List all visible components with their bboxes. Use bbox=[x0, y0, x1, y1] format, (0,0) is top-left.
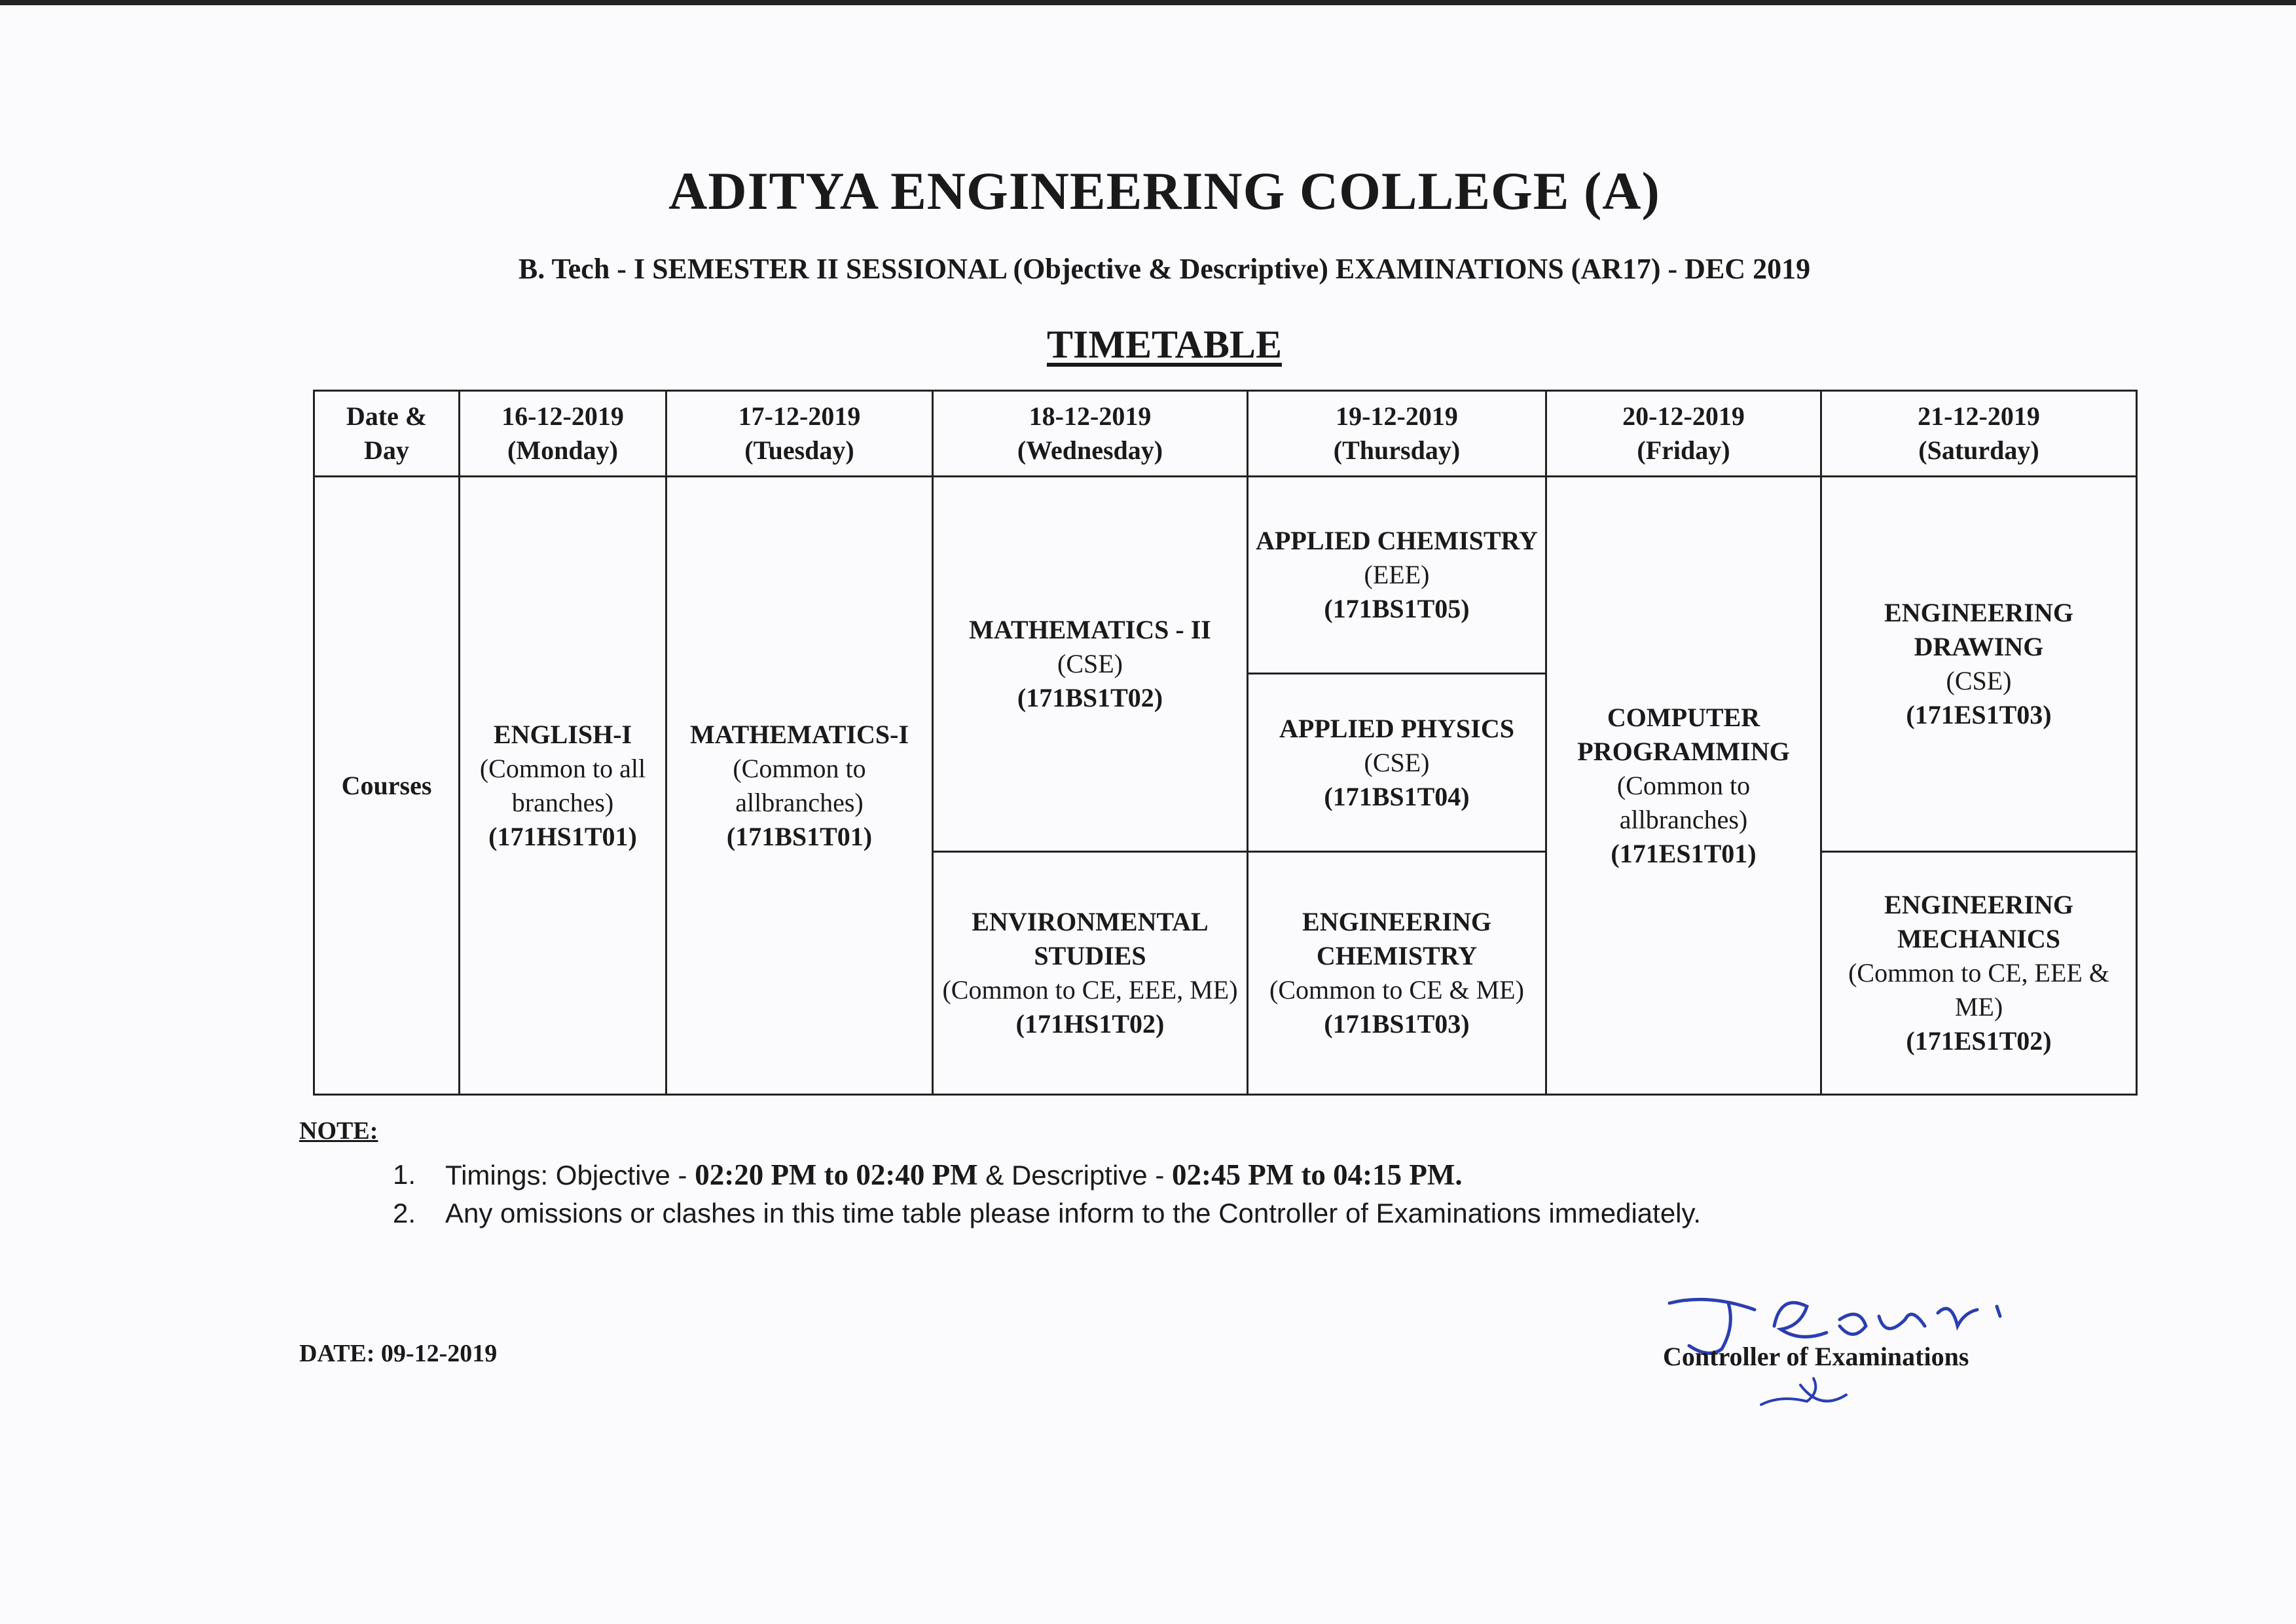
note-number: 1. bbox=[393, 1159, 416, 1190]
course-cell-thursday-3: ENGINEERING CHEMISTRY (Common to CE & ME) (171BS1T03) bbox=[1248, 852, 1546, 1095]
day-header: 18-12-2019 (Wednesday) bbox=[933, 391, 1248, 477]
scan-top-edge bbox=[0, 0, 2296, 5]
course-cell-tuesday: MATHEMATICS-I (Common to allbranches) (171BS1T01) bbox=[666, 477, 933, 1095]
issue-date: DATE: 09-12-2019 bbox=[299, 1340, 498, 1367]
exam-subtitle: B. Tech - I SEMESTER II SESSIONAL (Objective & Descriptive) EXAMINATIONS (AR17) - DEC 2019 bbox=[518, 253, 1811, 285]
course-row bbox=[314, 477, 2137, 674]
course-cell-friday: COMPUTER PROGRAMMING (Common to allbranches) (171ES1T01) bbox=[1546, 477, 1821, 1095]
signatory-title: Controller of Examinations bbox=[1663, 1342, 1969, 1371]
day-header: 16-12-2019 (Monday) bbox=[460, 391, 666, 477]
note-number: 2. bbox=[393, 1198, 416, 1228]
day-header: 21-12-2019 (Saturday) bbox=[1821, 391, 2137, 477]
notes-list bbox=[393, 1156, 1701, 1232]
note-item bbox=[393, 1194, 1701, 1232]
note-text: Any omissions or clashes in this time table please inform to the Controller of Examinations immediately. bbox=[445, 1198, 1702, 1228]
note-label: NOTE: bbox=[299, 1117, 378, 1145]
timetable-heading: TIMETABLE bbox=[1047, 323, 1282, 366]
college-title: ADITYA ENGINEERING COLLEGE (A) bbox=[668, 161, 1660, 221]
day-header: 20-12-2019 (Friday) bbox=[1546, 391, 1821, 477]
corner-cell: Date & Day bbox=[314, 391, 460, 477]
day-header: 19-12-2019 (Thursday) bbox=[1248, 391, 1546, 477]
course-cell-saturday-bottom: ENGINEERING MECHANICS (Common to CE, EEE & ME) (171ES1T02) bbox=[1821, 852, 2137, 1095]
header-row bbox=[314, 391, 2137, 477]
course-cell-thursday-1: APPLIED CHEMISTRY (EEE) (171BS1T05) bbox=[1248, 477, 1546, 674]
course-cell-monday: ENGLISH-I (Common to all branches) (171HS1T01) bbox=[460, 477, 666, 1095]
course-cell-saturday-top: ENGINEERING DRAWING (CSE) (171ES1T03) bbox=[1821, 477, 2137, 852]
note-text: Timings: Objective - 02:20 PM to 02:40 PM & Descriptive - 02:45 PM to 04:15 PM. bbox=[445, 1158, 1463, 1191]
timetable bbox=[313, 390, 2138, 1096]
day-header: 17-12-2019 (Tuesday) bbox=[666, 391, 933, 477]
row-label-courses: Courses bbox=[314, 477, 460, 1095]
course-cell-wednesday-bottom: ENVIRONMENTAL STUDIES (Common to CE, EEE, ME) (171HS1T02) bbox=[933, 852, 1248, 1095]
course-cell-thursday-2: APPLIED PHYSICS (CSE) (171BS1T04) bbox=[1248, 673, 1546, 852]
course-cell-wednesday-top: MATHEMATICS - II (CSE) (171BS1T02) bbox=[933, 477, 1248, 852]
note-item bbox=[393, 1156, 1701, 1194]
